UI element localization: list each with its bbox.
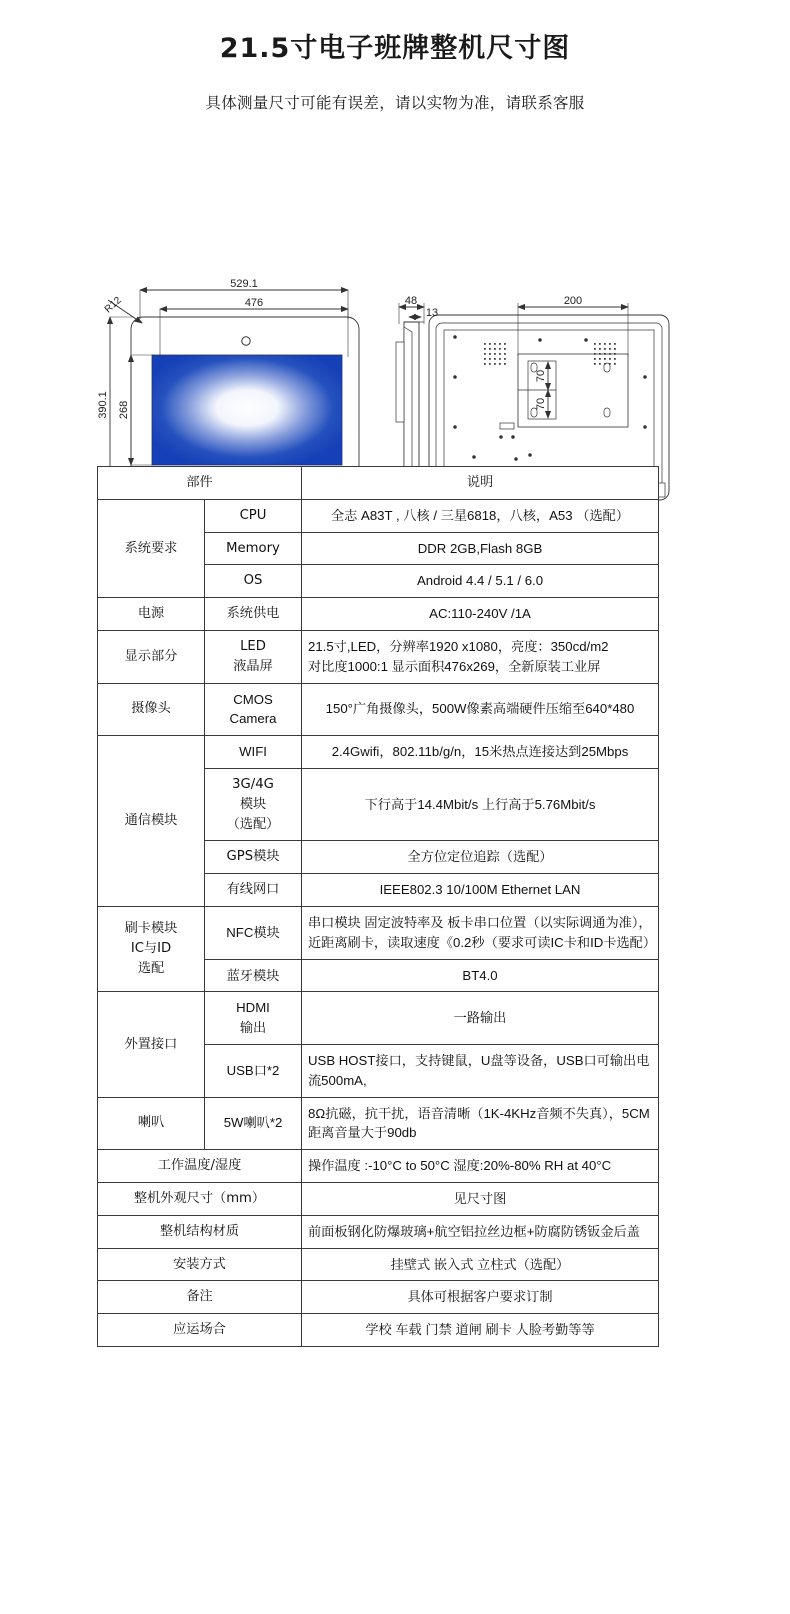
desc-ethernet-port: IEEE802.3 10/100M Ethernet LAN <box>302 874 659 907</box>
table-row <box>98 992 659 1045</box>
category-card-reader: 刷卡模块 IC与ID 选配 <box>98 906 205 991</box>
sub-3g-4g-module: 3G/4G 模块 （选配） <box>205 768 302 840</box>
sub-wifi: WIFI <box>205 736 302 769</box>
page-title: 21.5寸电子班牌整机尺寸图 <box>219 33 571 64</box>
category-system: 系统要求 <box>98 499 205 597</box>
category-external-ports: 外置接口 <box>98 992 205 1097</box>
dim-screen-height: 268 <box>118 400 130 420</box>
category-camera: 摄像头 <box>98 683 205 736</box>
table-row <box>98 1281 659 1314</box>
table-row <box>98 630 659 683</box>
page-header <box>0 0 790 113</box>
table-row <box>98 1097 659 1150</box>
sub-power-supply: 系统供电 <box>205 598 302 631</box>
desc-bluetooth-module: BT4.0 <box>302 959 659 992</box>
desc-memory: DDR 2GB,Flash 8GB <box>302 532 659 565</box>
table-row <box>98 499 659 532</box>
label-structure-material: 整机结构材质 <box>98 1215 302 1248</box>
side-view <box>396 303 424 492</box>
desc-structure-material: 前面板钢化防爆玻璃+航空铝拉丝边框+防腐防锈钣金后盖 <box>302 1215 659 1248</box>
dim-depth-total: 48 <box>404 295 418 307</box>
sub-cmos-camera: CMOS Camera <box>205 683 302 736</box>
sub-gps-module: GPS模块 <box>205 841 302 874</box>
desc-nfc-module: 串口模块 固定波特率及 板卡串口位置（以实际调通为准），近距离刷卡，读取速度《0.2秒（要求可读IC卡和ID卡选配） <box>302 906 659 959</box>
category-communication: 通信模块 <box>98 736 205 907</box>
sub-usb-ports: USB口*2 <box>205 1044 302 1097</box>
desc-os: Android 4.4 / 5.1 / 6.0 <box>302 565 659 598</box>
sub-cpu: CPU <box>205 499 302 532</box>
dim-vesa-width: 200 <box>563 295 583 307</box>
sub-speaker: 5W喇叭*2 <box>205 1097 302 1150</box>
desc-applications: 学校 车载 门禁 道闸 刷卡 人脸考勤等等 <box>302 1314 659 1347</box>
dimension-drawing-svg <box>0 127 790 457</box>
desc-hdmi-output: 一路输出 <box>302 992 659 1045</box>
sub-memory: Memory <box>205 532 302 565</box>
table-row <box>98 1150 659 1183</box>
dim-corner-radius: R12 <box>102 294 124 316</box>
dim-front-thickness: 13 <box>425 307 439 319</box>
desc-power-supply: AC:110-240V /1A <box>302 598 659 631</box>
desc-gps-module: 全方位定位追踪（选配） <box>302 841 659 874</box>
dim-screen-width: 476 <box>244 297 264 309</box>
dim-vesa-upper: 70 <box>535 369 547 383</box>
dimension-drawing <box>0 127 790 457</box>
sub-ethernet-port: 有线网口 <box>205 874 302 907</box>
category-speaker: 喇叭 <box>98 1097 205 1150</box>
desc-wifi: 2.4Gwifi，802.11b/g/n，15米热点连接达到25Mbps <box>302 736 659 769</box>
dim-overall-height: 390.1 <box>97 391 109 419</box>
label-installation: 安装方式 <box>98 1248 302 1281</box>
desc-temp-humidity: 操作温度 :-10°C to 50°C 湿度:20%-80% RH at 40°C <box>302 1150 659 1183</box>
category-display: 显示部分 <box>98 630 205 683</box>
sub-led-lcd: LED 液晶屏 <box>205 630 302 683</box>
sub-os: OS <box>205 565 302 598</box>
desc-installation: 挂壁式 嵌入式 立柱式（选配） <box>302 1248 659 1281</box>
dim-vesa-lower: 70 <box>535 397 547 411</box>
label-applications: 应运场合 <box>98 1314 302 1347</box>
label-temp-humidity: 工作温度/湿度 <box>98 1150 302 1183</box>
sub-bluetooth-module: 蓝牙模块 <box>205 959 302 992</box>
table-row <box>98 1215 659 1248</box>
desc-usb-ports: USB HOST接口，支持键鼠，U盘等设备，USB口可输出电流500mA, <box>302 1044 659 1097</box>
desc-3g-4g-module: 下行高于14.4Mbit/s 上行高于5.76Mbit/s <box>302 768 659 840</box>
header-description: 说明 <box>302 467 659 500</box>
table-row <box>98 1314 659 1347</box>
table-header-row <box>98 467 659 500</box>
label-remarks: 备注 <box>98 1281 302 1314</box>
desc-speaker: 8Ω抗磁，抗干扰，语音清晰（1K-4KHz音频不失真），5CM距离音量大于90db <box>302 1097 659 1150</box>
desc-remarks: 具体可根据客户要求订制 <box>302 1281 659 1314</box>
table-row <box>98 1248 659 1281</box>
sub-hdmi-output: HDMI 输出 <box>205 992 302 1045</box>
desc-dimensions: 见尺寸图 <box>302 1182 659 1215</box>
specification-table <box>97 466 658 1347</box>
page-subtitle: 具体测量尺寸可能有误差，请以实物为准，请联系客服 <box>205 95 585 112</box>
table-row <box>98 1182 659 1215</box>
desc-led-lcd: 21.5寸,LED，分辨率1920 x1080，亮度：350cd/m2 对比度1000:1 显示面积476x269，全新原装工业屏 <box>302 630 659 683</box>
label-dimensions: 整机外观尺寸（mm） <box>98 1182 302 1215</box>
table-row <box>98 598 659 631</box>
dim-overall-width: 529.1 <box>230 278 258 290</box>
table-row <box>98 906 659 959</box>
sub-nfc-module: NFC模块 <box>205 906 302 959</box>
front-view <box>108 290 359 492</box>
header-component: 部件 <box>98 467 302 500</box>
table-row <box>98 736 659 769</box>
table-row <box>98 683 659 736</box>
desc-cmos-camera: 150°广角摄像头，500W像素高端硬件压缩至640*480 <box>302 683 659 736</box>
category-power: 电源 <box>98 598 205 631</box>
desc-cpu: 全志 A83T , 八核 / 三星6818，八核，A53 （选配） <box>302 499 659 532</box>
